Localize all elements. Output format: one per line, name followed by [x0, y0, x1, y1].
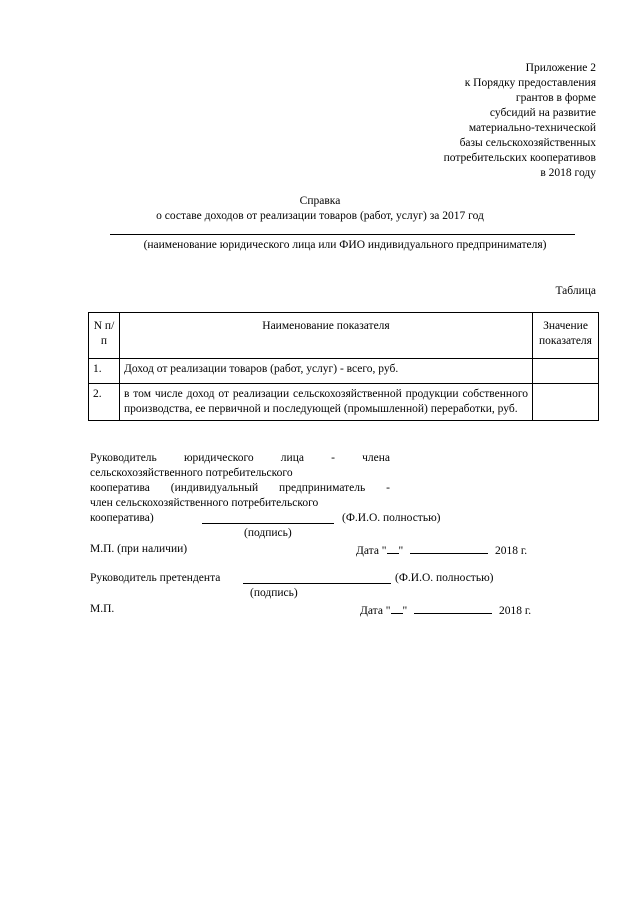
appendix-header: [356, 61, 596, 181]
date-quote: ": [402, 605, 408, 617]
sig1-month-field[interactable]: [410, 542, 488, 554]
sig1-word: -: [331, 452, 335, 464]
org-name-field-line[interactable]: [110, 234, 575, 235]
date-year: 2018 г.: [498, 605, 532, 617]
sig1-word: предприниматель: [279, 482, 366, 494]
sig1-signature-field[interactable]: [202, 512, 334, 524]
header-value: Значение показателя: [533, 313, 599, 359]
appendix-line: базы сельскохозяйственных: [459, 137, 596, 149]
table-row: [89, 359, 599, 384]
table-row: [89, 384, 599, 421]
row-value-cell[interactable]: [533, 359, 599, 384]
sig1-line-4: член сельскохозяйственного потребительского: [90, 497, 319, 509]
sig1-word: -: [386, 482, 390, 494]
sig1-signature-caption: (подпись): [244, 527, 292, 539]
appendix-line: потребительских кооперативов: [443, 152, 596, 164]
appendix-line: грантов в форме: [515, 92, 596, 104]
row-name: Доход от реализации товаров (работ, услуг) - всего, руб.: [120, 359, 533, 384]
sig1-stamp-label: М.П. (при наличии): [90, 543, 188, 555]
sig1-date: [356, 542, 527, 559]
sig2-signature-caption: (подпись): [250, 587, 298, 599]
income-table: [88, 312, 599, 421]
appendix-line: материально-технической: [468, 122, 596, 134]
sig1-word: юридического: [183, 452, 254, 464]
sig1-word: Руководитель: [90, 452, 157, 464]
header-name: Наименование показателя: [120, 313, 533, 359]
appendix-line: субсидий на развитие: [489, 107, 596, 119]
sig2-fio-caption: (Ф.И.О. полностью): [395, 572, 494, 584]
appendix-line: к Порядку предоставления: [464, 77, 596, 89]
sig1-line-2: сельскохозяйственного потребительского: [90, 467, 293, 479]
sig1-line-3: [90, 481, 390, 496]
header-num: N п/п: [89, 313, 120, 359]
row-name: в том числе доход от реализации сельскохозяйственной продукции собственного производства, ее первичной и последующей (промышленной) переработки, руб.: [120, 384, 533, 421]
row-value-cell[interactable]: [533, 384, 599, 421]
sig1-day-field[interactable]: [387, 542, 399, 554]
sig2-signature-field[interactable]: [243, 572, 391, 584]
date-year: 2018 г.: [494, 545, 528, 557]
sig1-line-5: кооператива): [90, 512, 154, 524]
date-quote: ": [398, 545, 404, 557]
title-line-1: Справка: [299, 195, 341, 207]
date-prefix: Дата ": [360, 605, 391, 617]
title-line-2: о составе доходов от реализации товаров (работ, услуг) за 2017 год: [156, 210, 484, 222]
document-title: [0, 194, 640, 224]
sig2-date: [360, 602, 531, 619]
sig1-word: лица: [280, 452, 304, 464]
sig2-stamp-label: М.П.: [90, 603, 115, 615]
sig1-word: кооператива: [90, 482, 150, 494]
appendix-line: в 2018 году: [540, 167, 596, 179]
row-num: 2.: [89, 384, 120, 421]
sig1-word: члена: [362, 452, 390, 464]
sig2-month-field[interactable]: [414, 602, 492, 614]
table-header-row: [89, 313, 599, 359]
date-prefix: Дата ": [356, 545, 387, 557]
sig1-fio-caption: (Ф.И.О. полностью): [342, 512, 441, 524]
table-label: Таблица: [555, 285, 596, 297]
appendix-line: Приложение 2: [525, 62, 596, 74]
sig2-label: Руководитель претендента: [90, 572, 221, 584]
row-num: 1.: [89, 359, 120, 384]
sig2-day-field[interactable]: [391, 602, 403, 614]
org-name-caption: (наименование юридического лица или ФИО индивидуального предпринимателя): [143, 239, 547, 251]
sig1-line-1: [90, 451, 390, 466]
sig1-word: (индивидуальный: [170, 482, 259, 494]
